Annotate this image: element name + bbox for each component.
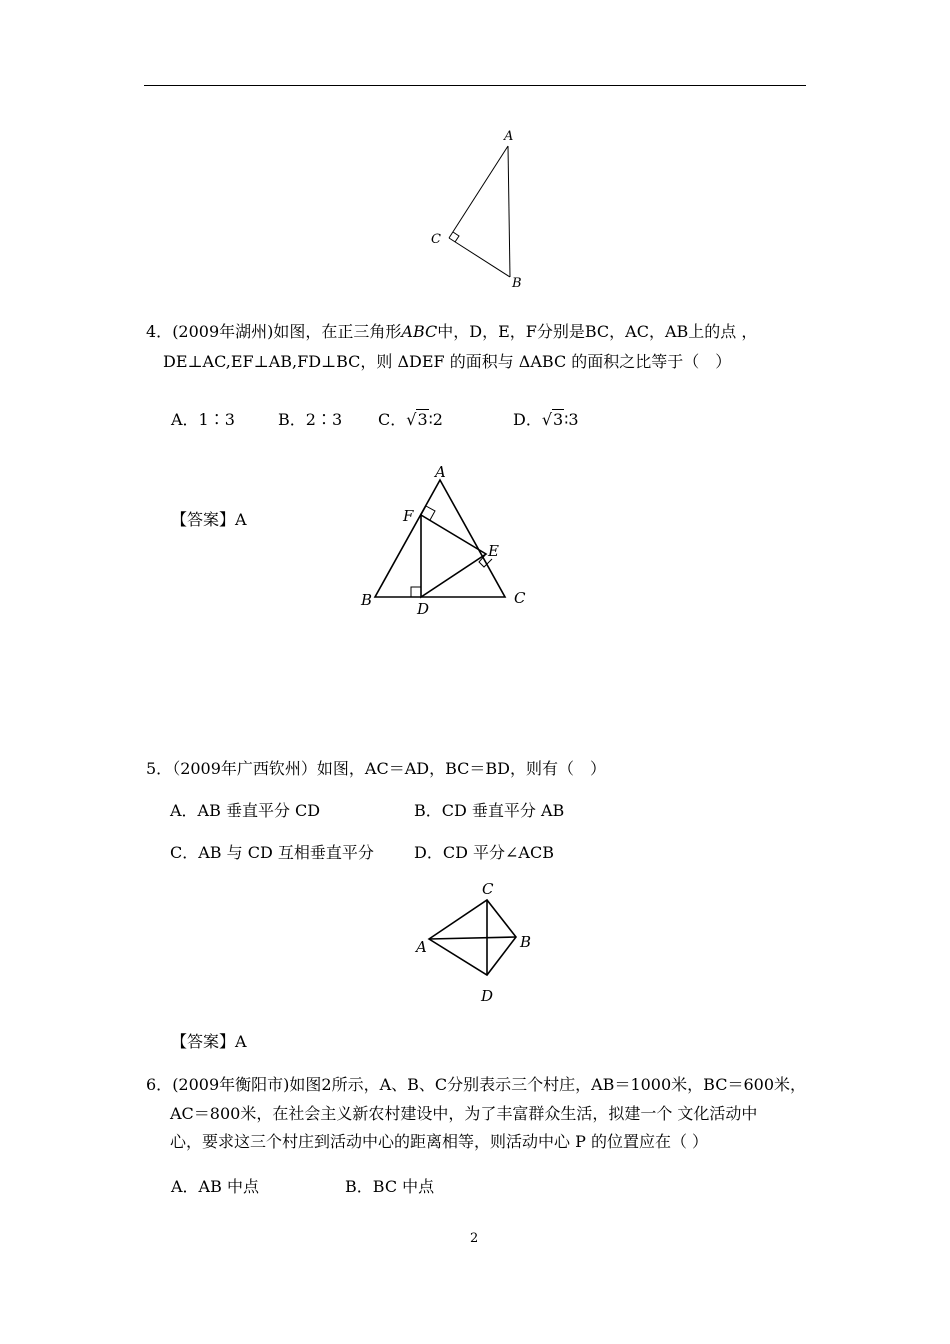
- q6-line3: 心，要求这三个村庄到活动中心的距离相等，则活动中心 P 的位置应在（ ）: [170, 1132, 709, 1151]
- q4-abc: ABC: [401, 322, 438, 341]
- label-e: E: [488, 542, 499, 560]
- q4-number: 4．: [146, 322, 173, 341]
- label-b: B: [520, 933, 532, 951]
- q4-answer: 【答案】A: [171, 510, 247, 529]
- q4-stem-part2: 中，D，E，F分别是BC，AC，AB上的点 ，: [437, 322, 758, 341]
- right-angle-f: [421, 506, 435, 520]
- q4-option-a: A．1∶3: [171, 410, 235, 429]
- right-angle-d: [411, 587, 421, 597]
- label-b: B: [512, 276, 522, 291]
- right-angle-mark: [453, 232, 459, 242]
- label-c: C: [514, 589, 526, 607]
- label-f: F: [403, 507, 414, 525]
- q4-option-c: [378, 407, 443, 430]
- q6-option-a: A．AB 中点: [171, 1177, 259, 1196]
- segment-ab: [429, 937, 516, 939]
- label-c: C: [431, 232, 441, 247]
- q6-line1: [146, 1072, 806, 1095]
- q5-option-a: A．AB 垂直平分 CD: [170, 801, 321, 820]
- q4-option-c-suffix: ∶2: [428, 410, 443, 429]
- q6-line1-text: (2009年衡阳市)如图2所示，A、B、C分别表示三个村庄，AB＝1000米，BC＝600米，: [172, 1075, 806, 1094]
- label-a: A: [504, 129, 514, 144]
- label-b: B: [361, 591, 373, 609]
- q6-option-b: B．BC 中点: [345, 1177, 435, 1196]
- q4-option-d-suffix: ∶3: [564, 410, 579, 429]
- q4-option-b: B．2∶3: [278, 410, 343, 429]
- label-d: D: [417, 600, 430, 618]
- label-d: D: [481, 987, 494, 1005]
- triangle-def: [421, 515, 486, 597]
- label-c: C: [482, 880, 494, 898]
- q4-option-c-prefix: C．: [378, 410, 407, 429]
- q4-option-d-prefix: D．: [513, 410, 542, 429]
- label-a: A: [435, 463, 446, 481]
- q5-number: 5．: [146, 759, 173, 778]
- q5-option-d: D．CD 平分∠ACB: [414, 843, 554, 862]
- segment-ab: [508, 146, 510, 277]
- q6-line2: AC＝800米，在社会主义新农村建设中，为了丰富群众生活，拟建一个 文化活动中: [170, 1104, 758, 1123]
- header-rule: [144, 85, 806, 86]
- q4-option-d-radicand: 3: [553, 410, 564, 429]
- q5-option-c: C．AB 与 CD 互相垂直平分: [170, 843, 374, 862]
- figure-kite: [410, 877, 540, 1007]
- q4-option-c-radicand: 3: [417, 410, 428, 429]
- q5-answer: 【答案】A: [171, 1032, 247, 1051]
- segment-cb: [449, 238, 510, 277]
- q5-stem: [146, 756, 606, 779]
- sqrt-icon: √3: [406, 410, 428, 429]
- segment-ca: [449, 146, 508, 238]
- q4-stem-part1: (2009年湖州)如图，在正三角形: [172, 322, 402, 341]
- triangle-abc: [375, 480, 505, 597]
- q5-option-b: B．CD 垂直平分 AB: [414, 801, 565, 820]
- q5-stem-text: （2009年广西钦州）如图，AC＝AD，BC＝BD，则有（ ）: [172, 759, 606, 778]
- figure-equilateral-triangle: [355, 462, 535, 622]
- page-number: 2: [470, 1231, 479, 1246]
- q6-number: 6．: [146, 1075, 173, 1094]
- label-a: A: [416, 938, 427, 956]
- q4-line2: DE⊥AC,EF⊥AB,FD⊥BC，则 ΔDEF 的面积与 ΔABC 的面积之比等于（ ）: [163, 352, 732, 371]
- q4-line1: [146, 319, 757, 342]
- q4-option-d: [513, 407, 579, 430]
- sqrt-icon: √3: [541, 410, 564, 429]
- figure-right-triangle: [420, 122, 530, 294]
